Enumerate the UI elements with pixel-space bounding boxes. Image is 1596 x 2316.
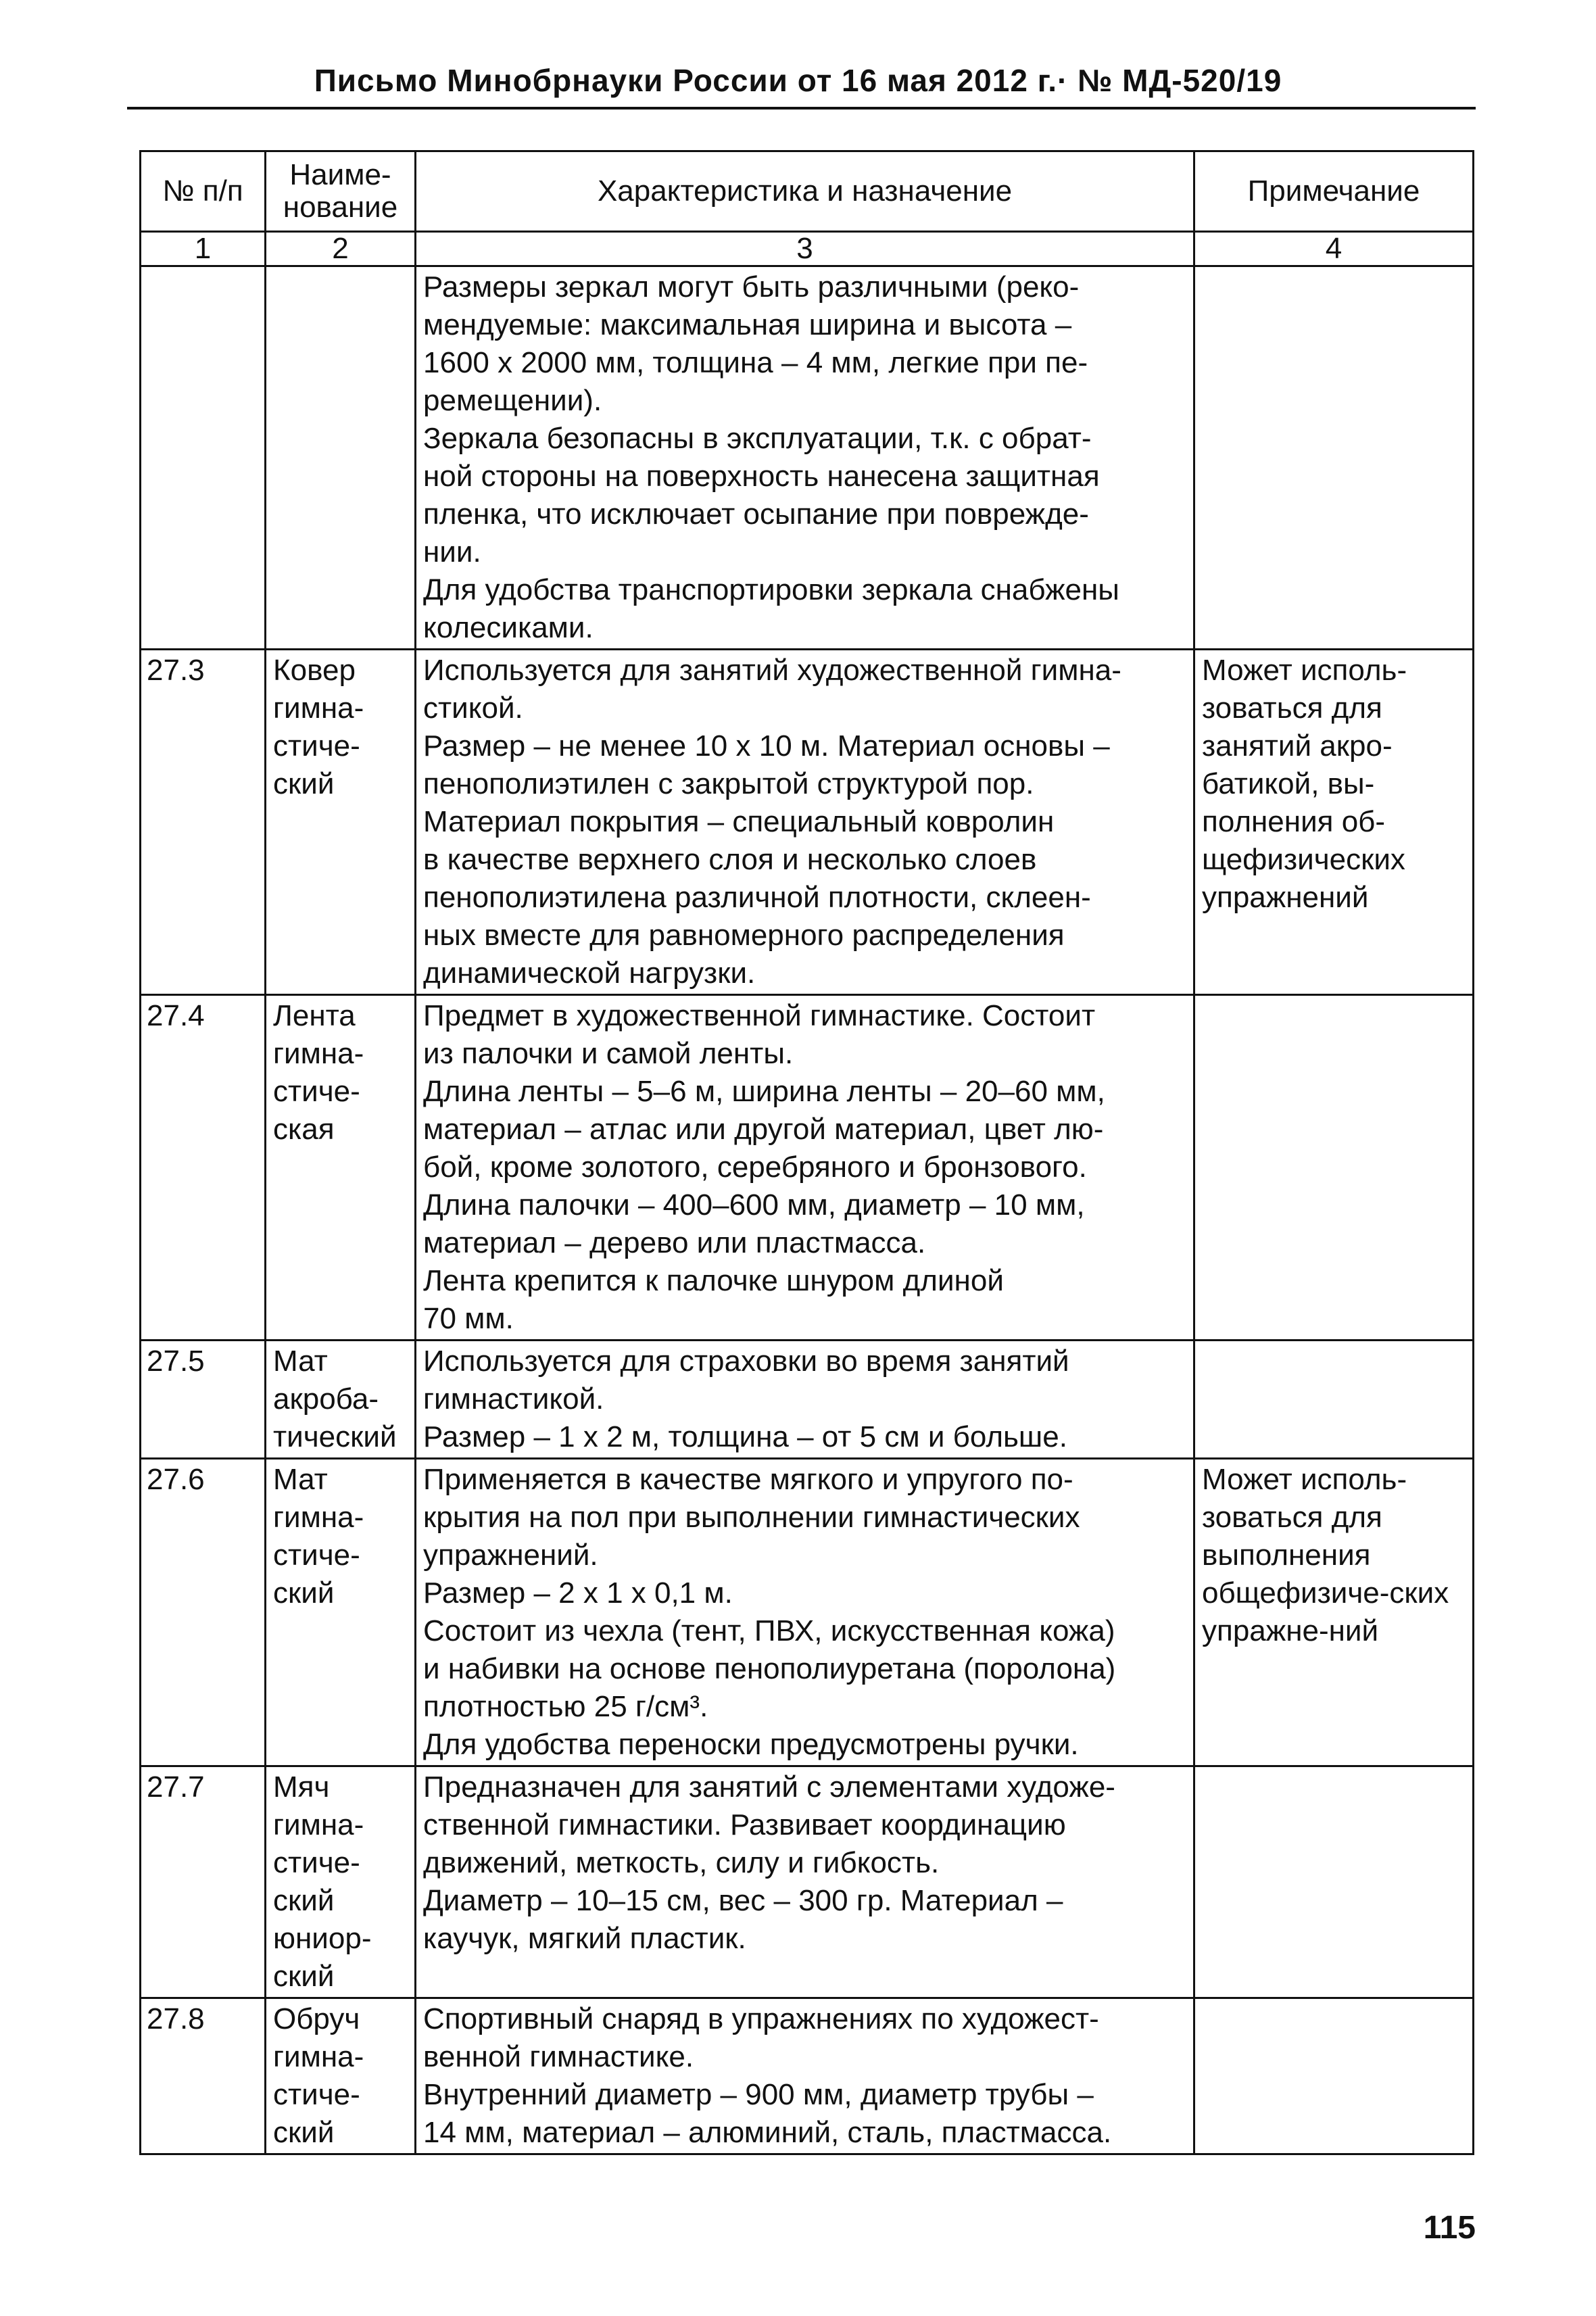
description-line: стикой. bbox=[423, 692, 523, 725]
description-line: материал – дерево или пластмасса. bbox=[423, 1226, 926, 1259]
description-line: Внутренний диаметр – 900 мм, диаметр трубы – bbox=[423, 2078, 1094, 2111]
description-line: Размер – 2 х 1 х 0,1 м. bbox=[423, 1576, 733, 1610]
description-line: упражнений. bbox=[423, 1539, 598, 1572]
description-line: бой, кроме золотого, серебряного и бронзового. bbox=[423, 1151, 1087, 1184]
row-number: 27.4 bbox=[141, 995, 266, 1341]
table-header-row bbox=[141, 151, 1474, 232]
description-line: Применяется в качестве мягкого и упругого по- bbox=[423, 1463, 1073, 1496]
item-description bbox=[416, 650, 1194, 995]
item-name: Мат акроба-тический bbox=[266, 1341, 416, 1459]
description-line: Зеркала безопасны в эксплуатации, т.к. с обрат- bbox=[423, 422, 1092, 455]
description-line: мендуемые: максимальная ширина и высота – bbox=[423, 308, 1072, 341]
description-line: Лента крепится к палочке шнуром длиной bbox=[423, 1264, 1004, 1297]
description-line: Спортивный снаряд в упражнениях по художест- bbox=[423, 2002, 1099, 2035]
item-name: Мяч гимна-стиче-ский юниор-ский bbox=[266, 1766, 416, 1998]
table-row bbox=[141, 1459, 1474, 1766]
description-line: Для удобства переноски предусмотрены ручки. bbox=[423, 1728, 1079, 1761]
item-note: Может исполь-зоваться для занятий акро-батикой, вы-полнения об-щефизических упражнений bbox=[1194, 650, 1474, 995]
description-line: Предмет в художественной гимнастике. Состоит bbox=[423, 999, 1096, 1032]
table-row bbox=[141, 1998, 1474, 2154]
description-line: Размер – не менее 10 х 10 м. Материал основы – bbox=[423, 729, 1110, 763]
table-row bbox=[141, 1766, 1474, 1998]
item-name: Обруч гимна-стиче-ский bbox=[266, 1998, 416, 2154]
description-line: Для удобства транспортировки зеркала снабжены bbox=[423, 573, 1119, 606]
item-note: Может исполь-зоваться для выполнения общефизиче-ских упражне-ний bbox=[1194, 1459, 1474, 1766]
description-line: из палочки и самой ленты. bbox=[423, 1037, 794, 1070]
table-row bbox=[141, 995, 1474, 1341]
item-note bbox=[1194, 1341, 1474, 1459]
item-description bbox=[416, 1766, 1194, 1998]
equipment-table bbox=[139, 150, 1474, 2155]
col-number-4: 4 bbox=[1194, 232, 1474, 266]
item-name: Лента гимна-стиче-ская bbox=[266, 995, 416, 1341]
description-line: ственной гимнастики. Развивает координацию bbox=[423, 1808, 1066, 1841]
description-line: 70 мм. bbox=[423, 1302, 514, 1335]
description-line: Размер – 1 х 2 м, толщина – от 5 см и больше. bbox=[423, 1420, 1067, 1453]
description-line: 1600 х 2000 мм, толщина – 4 мм, легкие при пе- bbox=[423, 346, 1088, 379]
table-row bbox=[141, 1341, 1474, 1459]
description-line: гимнастикой. bbox=[423, 1382, 604, 1416]
page-header-title: Письмо Минобрнауки России от 16 мая 2012 г.· № МД-520/19 bbox=[314, 63, 1282, 98]
description-line: и набивки на основе пенополиуретана (поролона) bbox=[423, 1652, 1116, 1685]
row-number: 27.3 bbox=[141, 650, 266, 995]
item-description bbox=[416, 1998, 1194, 2154]
header-divider bbox=[127, 107, 1476, 110]
col-number-2: 2 bbox=[266, 232, 416, 266]
row-number: 27.5 bbox=[141, 1341, 266, 1459]
description-line: Предназначен для занятий с элементами художе- bbox=[423, 1770, 1115, 1804]
item-description bbox=[416, 1459, 1194, 1766]
description-line: пенополиэтилена различной плотности, склеен- bbox=[423, 881, 1091, 914]
col-header-name: Наиме-нование bbox=[266, 151, 416, 232]
item-note bbox=[1194, 266, 1474, 650]
col-number-1: 1 bbox=[141, 232, 266, 266]
description-line: ной стороны на поверхность нанесена защитная bbox=[423, 460, 1100, 493]
description-line: динамической нагрузки. bbox=[423, 957, 756, 990]
item-description bbox=[416, 1341, 1194, 1459]
row-number bbox=[141, 266, 266, 650]
description-line: пленка, что исключает осыпание при поврежде- bbox=[423, 498, 1089, 531]
description-line: в качестве верхнего слоя и несколько слоев bbox=[423, 843, 1037, 876]
description-line: движений, меткость, силу и гибкость. bbox=[423, 1846, 940, 1879]
col-number-3: 3 bbox=[416, 232, 1194, 266]
description-line: пенополиэтилен с закрытой структурой пор. bbox=[423, 767, 1034, 800]
description-line: ремещении). bbox=[423, 384, 602, 417]
description-line: нии. bbox=[423, 535, 481, 569]
description-line: ных вместе для равномерного распределения bbox=[423, 919, 1065, 952]
table-body bbox=[141, 266, 1474, 2154]
row-number: 27.6 bbox=[141, 1459, 266, 1766]
description-line: Размеры зеркал могут быть различными (реко- bbox=[423, 270, 1080, 304]
description-line: Используется для страховки во время занятий bbox=[423, 1345, 1069, 1378]
col-header-note: Примечание bbox=[1194, 151, 1474, 232]
page-number: 115 bbox=[1423, 2210, 1476, 2246]
row-number: 27.7 bbox=[141, 1766, 266, 1998]
table-row bbox=[141, 266, 1474, 650]
col-header-number: № п/п bbox=[141, 151, 266, 232]
description-line: Используется для занятий художественной гимна- bbox=[423, 654, 1121, 687]
column-number-row bbox=[141, 232, 1474, 266]
description-line: колесиками. bbox=[423, 611, 594, 644]
item-note bbox=[1194, 995, 1474, 1341]
description-line: Длина ленты – 5–6 м, ширина ленты – 20–60 мм, bbox=[423, 1075, 1105, 1108]
description-line: Материал покрытия – специальный ковролин bbox=[423, 805, 1055, 838]
description-line: Состоит из чехла (тент, ПВХ, искусственная кожа) bbox=[423, 1614, 1115, 1647]
item-note bbox=[1194, 1998, 1474, 2154]
description-line: плотностью 25 г/см³. bbox=[423, 1690, 708, 1723]
description-line: венной гимнастике. bbox=[423, 2040, 694, 2073]
item-name: Ковер гимна-стиче-ский bbox=[266, 650, 416, 995]
col-header-description: Характеристика и назначение bbox=[416, 151, 1194, 232]
item-description bbox=[416, 266, 1194, 650]
table-row bbox=[141, 650, 1474, 995]
item-description bbox=[416, 995, 1194, 1341]
description-line: каучук, мягкий пластик. bbox=[423, 1922, 746, 1955]
item-name bbox=[266, 266, 416, 650]
description-line: 14 мм, материал – алюминий, сталь, пластмасса. bbox=[423, 2116, 1112, 2149]
item-name: Мат гимна-стиче-ский bbox=[266, 1459, 416, 1766]
description-line: крытия на пол при выполнении гимнастических bbox=[423, 1501, 1080, 1534]
item-note bbox=[1194, 1766, 1474, 1998]
description-line: материал – атлас или другой материал, цвет лю- bbox=[423, 1113, 1104, 1146]
description-line: Длина палочки – 400–600 мм, диаметр – 10 мм, bbox=[423, 1188, 1085, 1222]
row-number: 27.8 bbox=[141, 1998, 266, 2154]
description-line: Диаметр – 10–15 см, вес – 300 гр. Материал – bbox=[423, 1884, 1063, 1917]
